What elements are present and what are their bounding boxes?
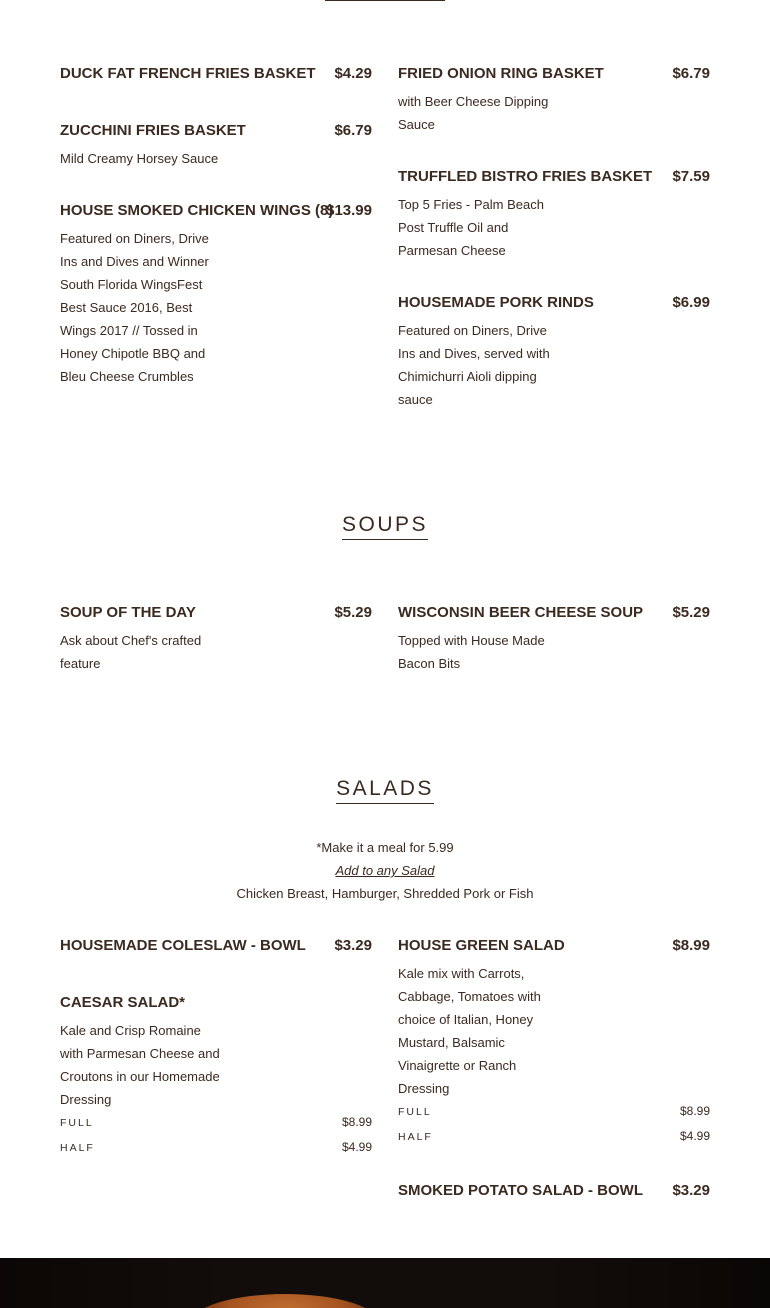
menu-item-price: $8.99 [672, 937, 710, 954]
description-line: choice of Italian, Honey [398, 1012, 534, 1027]
menu-item-title: HOUSEMADE COLESLAW - BOWL [60, 937, 306, 954]
description-line: feature [60, 656, 101, 671]
description-line: Bacon Bits [398, 656, 461, 671]
section-title-text: SALADS [336, 776, 434, 804]
menu-item-title: ZUCCHINI FRIES BASKET [60, 122, 246, 139]
description-line: Sauce [398, 117, 435, 132]
menu-item-title: DUCK FAT FRENCH FRIES BASKET [60, 65, 316, 82]
description-line: Ins and Dives and Winner [60, 254, 209, 269]
menu-item-title: WISCONSIN BEER CHEESE SOUP [398, 604, 644, 621]
menu-item-price: $5.29 [672, 604, 710, 621]
menu-item-price: $13.99 [326, 202, 372, 219]
menu-item-description [398, 319, 550, 411]
salad-add-text: Add to any Salad [335, 863, 435, 878]
description-line: Kale and Crisp Romaine [60, 1023, 201, 1038]
size-price: $8.99 [679, 1104, 710, 1118]
description-line: Kale mix with Carrots, [398, 966, 525, 981]
description-line: with Parmesan Cheese and [60, 1046, 220, 1061]
menu-item-price: $4.29 [334, 65, 372, 82]
description-line: South Florida WingsFest [60, 277, 203, 292]
description-line: Chimichurri Aioli dipping [398, 369, 537, 384]
description-line: Croutons in our Homemade [60, 1069, 220, 1084]
menu-item-title: HOUSEMADE PORK RINDS [398, 294, 594, 311]
description-line: Featured on Diners, Drive [398, 323, 547, 338]
menu-item-title: CAESAR SALAD* [60, 994, 186, 1011]
size-price: $8.99 [341, 1115, 372, 1129]
description-line: with Beer Cheese Dipping [398, 94, 549, 109]
salad-add-note [0, 861, 770, 881]
description-line: Topped with House Made [398, 633, 545, 648]
description-line: Ask about Chef's crafted [60, 633, 202, 648]
description-line: Bleu Cheese Crumbles [60, 369, 194, 384]
size-label: HALF [60, 1142, 95, 1154]
description-line: Wings 2017 // Tossed in [60, 323, 198, 338]
menu-item-description [60, 629, 201, 675]
menu-item-title: SMOKED POTATO SALAD - BOWL [398, 1182, 643, 1199]
menu-item-price: $7.59 [672, 168, 710, 185]
section-divider-top [325, 0, 445, 1]
menu-item-description [60, 1019, 220, 1111]
description-line: Vinaigrette or Ranch [398, 1058, 517, 1073]
description-line: Featured on Diners, Drive [60, 231, 209, 246]
menu-item-description [60, 227, 209, 388]
description-line: Cabbage, Tomatoes with [398, 989, 541, 1004]
size-label: FULL [398, 1106, 432, 1118]
section-title-text: SOUPS [342, 512, 428, 540]
description-line: Honey Chipotle BBQ and [60, 346, 206, 361]
salad-protein-options: Chicken Breast, Hamburger, Shredded Pork or Fish [236, 886, 534, 901]
description-line: Post Truffle Oil and [398, 220, 509, 235]
menu-item-price: $6.79 [672, 65, 710, 82]
menu-item-description: Mild Creamy Horsey Sauce [60, 151, 219, 166]
menu-item-description [398, 629, 545, 675]
description-line: sauce [398, 392, 433, 407]
menu-item-price: $5.29 [334, 604, 372, 621]
menu-item-price: $3.29 [334, 937, 372, 954]
size-price: $4.99 [679, 1129, 710, 1143]
description-line: Top 5 Fries - Palm Beach [398, 197, 544, 212]
size-label: FULL [60, 1117, 94, 1129]
description-line: Dressing [398, 1081, 450, 1096]
size-label: HALF [398, 1131, 433, 1143]
menu-item-title: FRIED ONION RING BASKET [398, 65, 604, 82]
menu-item-title: TRUFFLED BISTRO FRIES BASKET [398, 168, 653, 185]
menu-item-title: HOUSE GREEN SALAD [398, 937, 565, 954]
salad-meal-note: *Make it a meal for 5.99 [316, 840, 454, 855]
footer-vignette [0, 1258, 770, 1308]
description-line: Mustard, Balsamic [398, 1035, 505, 1050]
menu-item-description [398, 962, 541, 1100]
description-line: Dressing [60, 1092, 112, 1107]
menu-item-price: $6.79 [334, 122, 372, 139]
menu-item-title: HOUSE SMOKED CHICKEN WINGS (8) [60, 202, 334, 219]
menu-item-title: SOUP OF THE DAY [60, 604, 196, 621]
size-price: $4.99 [341, 1140, 372, 1154]
menu-item-price: $3.29 [672, 1182, 710, 1199]
menu-item-price: $6.99 [672, 294, 710, 311]
section-title-soups [0, 512, 770, 540]
description-line: Parmesan Cheese [398, 243, 506, 258]
menu-item-description [398, 193, 544, 262]
menu-item-description [398, 90, 548, 136]
description-line: Best Sauce 2016, Best [60, 300, 193, 315]
footer-photo-band [0, 1258, 770, 1308]
section-title-salads [0, 776, 770, 804]
description-line: Ins and Dives, served with [398, 346, 550, 361]
